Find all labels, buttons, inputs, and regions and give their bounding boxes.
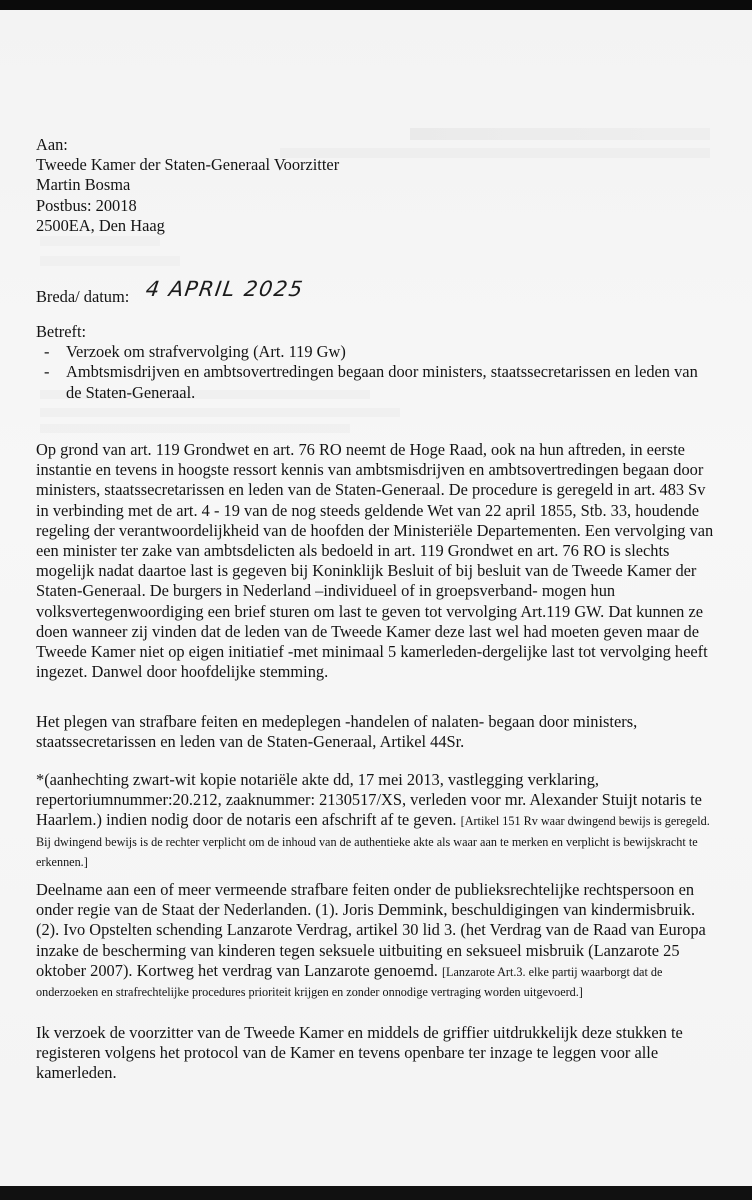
date-label: Breda/ datum: <box>36 287 130 306</box>
paragraph-text: Op grond van art. 119 Grondwet en art. 76 RO neemt de Hoge Raad, ook na hun aftreden, in eerste instantie en tevens in hoogste ressort kennis van ambtsmisdrijven en ambtsovertredingen begaan door ministers, staatssecretarissen en leden van de Staten-Generaal. De procedure is geregeld in art. 483 Sv in verbinding met de art. 4 - 19 van de nog steeds geldende Wet van 22 april 1855, Stb. 33, houdende regeling der verantwoordelijkheid van de hoofden der Ministeriële Departementen. Een vervolging van een minister ter zake van ambtsdelicten als bedoeld in art. 119 Grondwet en art. 76 RO is slechts mogelijk nadat daartoe last is gegeven bij Koninklijk Besluit of bij besluit van de Tweede Kamer der Staten-Generaal. De burgers in Nederland –individueel of in groepsverband- mogen hun volksvertegenwoordiging een brief sturen om last te geven tot vervolging Art.119 GW. Dat kunnen ze doen wanneer zij vinden dat de leden van de Tweede Kamer deze last wel had moeten geven maar de Tweede Kamer niet op eigen initiatief -met minimaal 5 kamerleden-dergelijke last tot vervolging heeft ingezet. Danwel door hoofdelijke stemming. <box>36 440 714 682</box>
address-city: 2500EA, Den Haag <box>36 215 165 235</box>
bleed-through-line <box>40 424 350 433</box>
bottom-black-bar <box>0 1186 752 1200</box>
participation-text: Deelname aan een of meer vermeende strafbare feiten onder de publieksrechtelijke rechtspersoon en onder regie van de Staat der Nederlanden. (1). Joris Demmink, beschuldigingen van kindermisbruik. (2). Ivo Opstelten schending Lanzarote Verdrag, artikel 30 lid 3. (het Verdrag van de Raad van Europa inzake de bescherming van kinderen tegen seksuele uitbuiting en seksueel misbruik (Lanzarote 25 oktober 2007). Kortweg het verdrag van Lanzarote genoemd. <box>36 880 706 980</box>
bleed-through-line <box>40 236 160 246</box>
subject-item: - Verzoek om strafvervolging (Art. 119 Gw) <box>36 342 716 362</box>
lanzarote-note: [Lanzarote Art.3. elke partij waarborgt dat de onderzoeken en strafrechtelijke procedures prioriteit krijgen en zonder onnodige vertraging worden uitgevoerd.] <box>36 964 663 1000</box>
subject-block <box>36 322 716 403</box>
date-row <box>36 277 716 307</box>
address-recipient: Tweede Kamer der Staten-Generaal Voorzitter <box>36 155 340 175</box>
address-postbus: Postbus: 20018 <box>36 195 137 215</box>
body-paragraph-3 <box>36 770 716 871</box>
paragraph-text <box>36 770 716 871</box>
scanned-letter-page <box>0 10 752 1186</box>
paragraph-text: Het plegen van strafbare feiten en medeplegen -handelen of nalaten- begaan door ministers, staatssecretarissen en leden van de Staten-Generaal, Artikel 44Sr. <box>36 712 638 752</box>
body-paragraph-4 <box>36 880 716 1001</box>
subject-item: - Ambtsmisdrijven en ambtsovertredingen begaan door ministers, staatssecretarissen en leden van de Staten-Generaal. <box>36 362 716 402</box>
handwritten-date: 4 APRIL 2025 <box>144 277 306 301</box>
bleed-through-line <box>40 408 400 417</box>
subject-label: Betreft: <box>36 322 87 341</box>
body-paragraph-2 <box>36 712 716 752</box>
address-name: Martin Bosma <box>36 175 131 195</box>
body-paragraph-5 <box>36 1023 716 1084</box>
address-block <box>36 135 716 236</box>
body-paragraph-1 <box>36 440 716 682</box>
paragraph-text: Ik verzoek de voorzitter van de Tweede Kamer en middels de griffier uitdrukkelijk deze stukken te registeren volgens het protocol van de Kamer en tevens openbare ter inzage te leggen voor alle kamerleden. <box>36 1023 683 1083</box>
notarial-deed-text: *(aanhechting zwart-wit kopie notariële akte dd, 17 mei 2013, vastlegging verklaring, repertoriumnummer:20.212, zaaknummer: 2130517/XS, verleden voor mr. Alexander Stuijt notaris te Haarlem.) indien nodig door de notaris een afschrift af te geven. <box>36 770 702 830</box>
top-black-bar <box>0 0 752 10</box>
bleed-through-line <box>40 256 180 266</box>
article-note: [Artikel 151 Rv waar dwingend bewijs is geregeld. Bij dwingend bewijs is de rechter verplicht om de inhoud van de authentieke akte als waar aan te merken en verplicht is bewijskracht te erkennen.] <box>36 814 710 869</box>
subject-list <box>36 342 716 403</box>
paragraph-text <box>36 880 716 1001</box>
address-to-label: Aan: <box>36 135 68 154</box>
